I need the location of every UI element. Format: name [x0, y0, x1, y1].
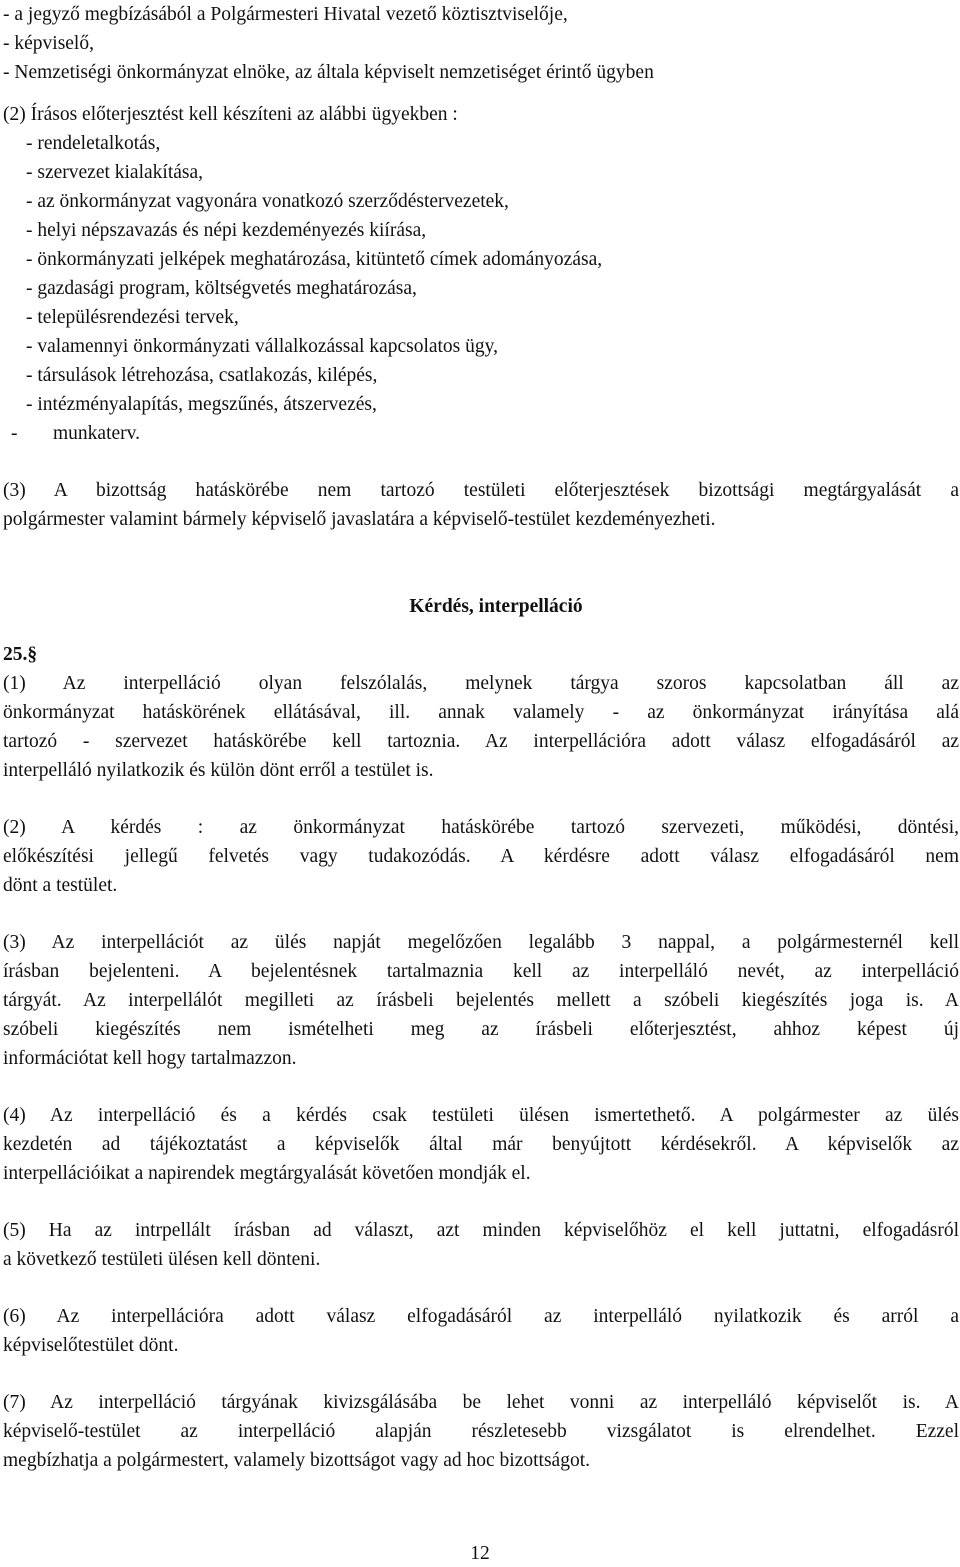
paragraph-line: (6) Az interpellációra adott válasz elfogadásáról az interpelláló nyilatkozik és arról a — [3, 1306, 959, 1327]
paragraph-5 — [3, 1216, 959, 1274]
paragraph-line: megbízhatja a polgármestert, valamely bizottságot vagy ad hoc bizottságot. — [3, 1450, 590, 1471]
spacer — [3, 448, 959, 476]
paragraph-line: dönt a testület. — [3, 875, 118, 896]
paragraph-line: írásban bejelenteni. A bejelentésnek tartalmaznia kell az interpelláló nevét, az interpelláció — [3, 961, 959, 982]
paragraph-line: (2) A kérdés : az önkormányzat hatáskörébe tartozó szervezeti, működési, döntési, — [3, 817, 959, 838]
paragraph-7 — [3, 1388, 959, 1475]
paragraph-line: (7) Az interpelláció tárgyának kivizsgálásába be lehet vonni az interpelláló képviselőt is. A — [3, 1392, 959, 1413]
paragraph-line: polgármester valamint bármely képviselő javaslatára a képviselő-testület kezdeményezheti. — [3, 509, 716, 530]
list-item: - a jegyző megbízásából a Polgármesteri Hivatal vezető köztisztviselője, — [3, 4, 568, 25]
list-item: - Nemzetiségi önkormányzat elnöke, az általa képviselt nemzetiséget érintő ügyben — [3, 62, 654, 83]
section-intro: (2) Írásos előterjesztést kell készíteni az alábbi ügyekben : — [3, 104, 458, 125]
paragraph-2 — [3, 813, 959, 900]
paragraph-6 — [3, 1302, 959, 1360]
paragraph-1 — [3, 669, 959, 785]
paragraph-line: a következő testületi ülésen kell dönteni. — [3, 1249, 321, 1270]
list-item: - rendeletalkotás, — [26, 133, 161, 154]
spacer — [3, 534, 959, 592]
paragraph-line: (5) Ha az intrpellált írásban ad választ, azt minden képviselőhöz el kell juttatni, elfogadásról — [3, 1220, 959, 1241]
spacer — [3, 1188, 959, 1216]
paragraph-line: tartozó - szervezet hatáskörébe kell tartoznia. Az interpellációra adott válasz elfogadásáról az — [3, 731, 959, 752]
paragraph-line: képviselőtestület dönt. — [3, 1335, 179, 1356]
list-item-text: munkaterv. — [53, 423, 140, 444]
spacer — [3, 785, 959, 813]
paragraph-line: önkormányzat hatáskörének ellátásával, ill. annak valamely - az önkormányzat irányítása alá — [3, 702, 959, 723]
document-page — [3, 0, 959, 1475]
spacer — [3, 87, 959, 100]
paragraph-line: (3) Az interpellációt az ülés napját megelőzően legalább 3 nappal, a polgármesternél kell — [3, 932, 959, 953]
list-item — [3, 419, 959, 448]
paragraph-line: előkészítési jellegű felvetés vagy tudakozódás. A kérdésre adott válasz elfogadásáról nem — [3, 846, 959, 867]
list-item: - szervezet kialakítása, — [26, 162, 204, 183]
section-2 — [3, 100, 959, 448]
paragraph-line: kezdetén ad tájékoztatást a képviselők által már benyújtott kérdésekről. A képviselők az — [3, 1134, 959, 1155]
paragraph-line: képviselő-testület az interpelláció alapján részletesebb vizsgálatot is elrendelhet. Ezzel — [3, 1421, 959, 1442]
spacer — [3, 1360, 959, 1388]
list-dash: - — [11, 423, 18, 444]
list-item: - településrendezési tervek, — [26, 307, 239, 328]
spacer — [3, 900, 959, 928]
paragraph-line: (3) A bizottság hatáskörébe nem tartozó testületi előterjesztések bizottsági megtárgyalását a — [3, 480, 959, 501]
list-item: - képviselő, — [3, 33, 94, 54]
paragraph-line: információtat kell hogy tartalmazzon. — [3, 1048, 297, 1069]
paragraph-line: interpelláló nyilatkozik és külön dönt erről a testület is. — [3, 760, 434, 781]
section-heading: Kérdés, interpelláció — [409, 596, 583, 617]
paragraph-line: tárgyát. Az interpellálót megilleti az írásbeli bejelentés mellett a szóbeli kiegészítés joga is. A — [3, 990, 959, 1011]
list-item: - az önkormányzat vagyonára vonatkozó szerződéstervezetek, — [26, 191, 509, 212]
page-number: 12 — [470, 1543, 490, 1564]
paragraph-line: szóbeli kiegészítés nem ismételheti meg az írásbeli előterjesztést, ahhoz képest új — [3, 1019, 959, 1040]
paragraph-number: 25.§ — [3, 644, 38, 665]
paragraph-line: (4) Az interpelláció és a kérdés csak testületi ülésen ismertethető. A polgármester az ülés — [3, 1105, 959, 1126]
list-item: - valamennyi önkormányzati vállalkozással kapcsolatos ügy, — [26, 336, 499, 357]
paragraph-4 — [3, 1101, 959, 1188]
paragraph-3 — [3, 928, 959, 1073]
paragraph-line: (1) Az interpelláció olyan felszólalás, melynek tárgya szoros kapcsolatban áll az — [3, 673, 959, 694]
top-list — [3, 0, 959, 87]
list-item: - helyi népszavazás és népi kezdeményezés kiírása, — [26, 220, 427, 241]
spacer — [3, 1073, 959, 1101]
paragraph-line: interpellációikat a napirendek megtárgyalását követően mondják el. — [3, 1163, 531, 1184]
list-item: - társulások létrehozása, csatlakozás, kilépés, — [26, 365, 378, 386]
spacer — [3, 621, 959, 640]
list-item: - intézményalapítás, megszűnés, átszervezés, — [26, 394, 377, 415]
spacer — [3, 1274, 959, 1302]
section-3 — [3, 476, 959, 534]
list-item: - önkormányzati jelképek meghatározása, kitüntető címek adományozása, — [26, 249, 603, 270]
list-item: - gazdasági program, költségvetés meghatározása, — [26, 278, 417, 299]
